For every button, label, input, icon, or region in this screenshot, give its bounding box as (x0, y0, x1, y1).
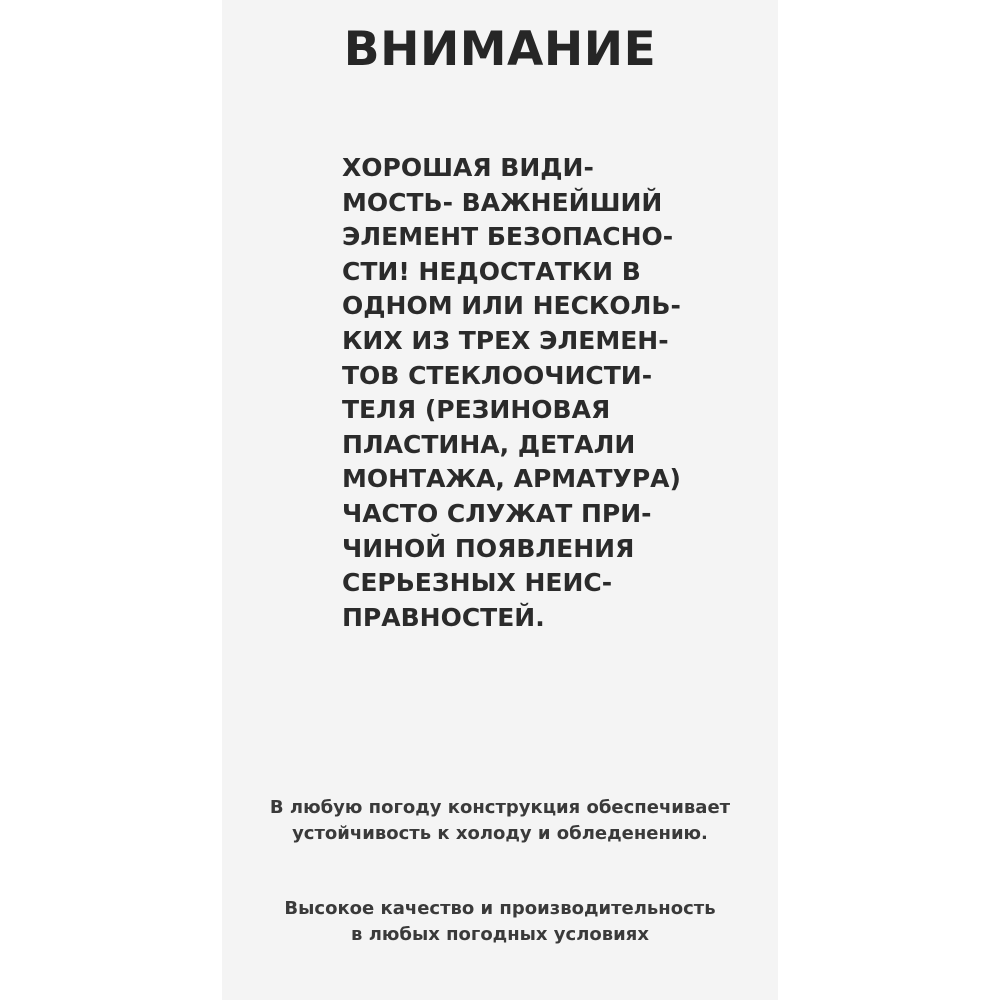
quality-note (0, 896, 1000, 948)
page-title: ВНИМАНИЕ (343, 22, 657, 77)
warning-line: ТЕЛЯ (РЕЗИНОВАЯ (342, 395, 611, 425)
warning-line: ТОВ СТЕКЛООЧИСТИ- (342, 360, 653, 390)
weather-resistance-note (0, 795, 1000, 847)
warning-line: ЭЛЕМЕНТ БЕЗОПАСНО- (342, 222, 674, 252)
note-line: в любых погодных условиях (351, 924, 649, 945)
note-line: устойчивость к холоду и обледенению. (292, 823, 708, 844)
warning-text (342, 151, 782, 635)
warning-line: МОНТАЖА, АРМАТУРА) (342, 464, 681, 494)
warning-line: ПРАВНОСТЕЙ. (342, 602, 545, 632)
note-line: Высокое качество и производительность (284, 898, 716, 919)
warning-line: ПЛАСТИНА, ДЕТАЛИ (342, 429, 636, 459)
warning-line: ЧИНОЙ ПОЯВЛЕНИЯ (342, 533, 635, 563)
warning-line: МОСТЬ- ВАЖНЕЙШИЙ (342, 187, 663, 217)
warning-line: ХОРОШАЯ ВИДИ- (342, 153, 594, 182)
note-line: В любую погоду конструкция обеспечивает (269, 797, 731, 818)
warning-line: СТИ! НЕДОСТАТКИ В (342, 256, 641, 286)
warning-line: ОДНОМ ИЛИ НЕСКОЛЬ- (342, 291, 681, 321)
warning-line: ЧАСТО СЛУЖАТ ПРИ- (342, 498, 652, 528)
warning-line: КИХ ИЗ ТРЕХ ЭЛЕМЕН- (342, 325, 669, 355)
warning-line: СЕРЬЕЗНЫХ НЕИС- (342, 568, 613, 598)
